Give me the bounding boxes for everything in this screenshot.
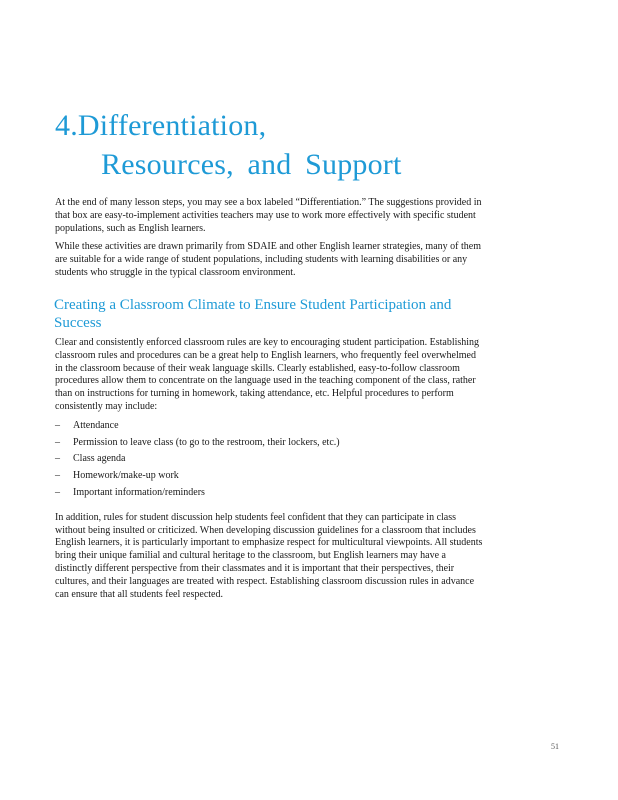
procedures-list — [55, 420, 485, 500]
list-item — [55, 470, 485, 483]
section-paragraph-2: In addition, rules for student discussion help students feel confident that they can participate in class without being insulted or criticized. When developing discussion guidelines for a classroom that includes English learners, it is particularly important to emphasize respect for multicultural viewpoints. All students bring their unique familial and cultural heritage to the classroom, but English learners may have a distinctly different perspective from their classmates and it is important that their perspectives, their cultures, and their languages are treated with respect. Establishing classroom discussion rules in advance can ensure that all students feel respected. — [55, 511, 483, 600]
list-item — [55, 453, 485, 466]
list-item — [55, 487, 485, 500]
section-heading: Creating a Classroom Climate to Ensure Student Participation and Success — [54, 297, 452, 331]
intro-section — [55, 197, 485, 286]
list-item — [55, 437, 485, 450]
chapter-title — [55, 106, 402, 184]
list-item-text: Important information/reminders — [73, 486, 205, 498]
list-item-text: Permission to leave class (to go to the restroom, their lockers, etc.) — [73, 436, 340, 448]
list-item-text: Attendance — [73, 419, 119, 431]
bullet-dash: – — [55, 436, 60, 448]
chapter-title-line-1: 4.Differentiation, — [55, 109, 267, 142]
bullet-dash: – — [55, 419, 60, 431]
section-paragraph-1: Clear and consistently enforced classroom rules are key to encouraging student participation. Establishing classroom rules and procedures can be a great help to English learners, who frequently feel overwhelmed in the classroom because of their weak language skills. Clearly established, easy-to-follow classroom procedures allow them to concentrate on the language used in the teaching component of the class, rather than on instructions for turning in homework, taking attendance, etc. Helpful procedures to perform consistently may include: — [55, 337, 480, 412]
list-item-text: Homework/make-up work — [73, 470, 179, 482]
intro-paragraph-2: While these activities are drawn primarily from SDAIE and other English learner strategies, many of them are suitable for a wide range of student populations, including students with learning disabilities or any students who struggle in the typical classroom environment. — [55, 241, 481, 278]
bullet-dash: – — [55, 470, 60, 482]
list-item-text: Class agenda — [73, 453, 126, 465]
page-number: 51 — [551, 742, 559, 751]
chapter-title-line-2: Resources, and Support — [101, 148, 402, 181]
list-item — [55, 420, 485, 433]
intro-paragraph-1: At the end of many lesson steps, you may see a box labeled “Differentiation.” The suggestions provided in that box are easy-to-implement activities teachers may use to work more effectively with specific student populations, such as English learners. — [55, 197, 482, 234]
section-body — [55, 337, 485, 607]
bullet-dash: – — [55, 486, 60, 498]
bullet-dash: – — [55, 453, 60, 465]
